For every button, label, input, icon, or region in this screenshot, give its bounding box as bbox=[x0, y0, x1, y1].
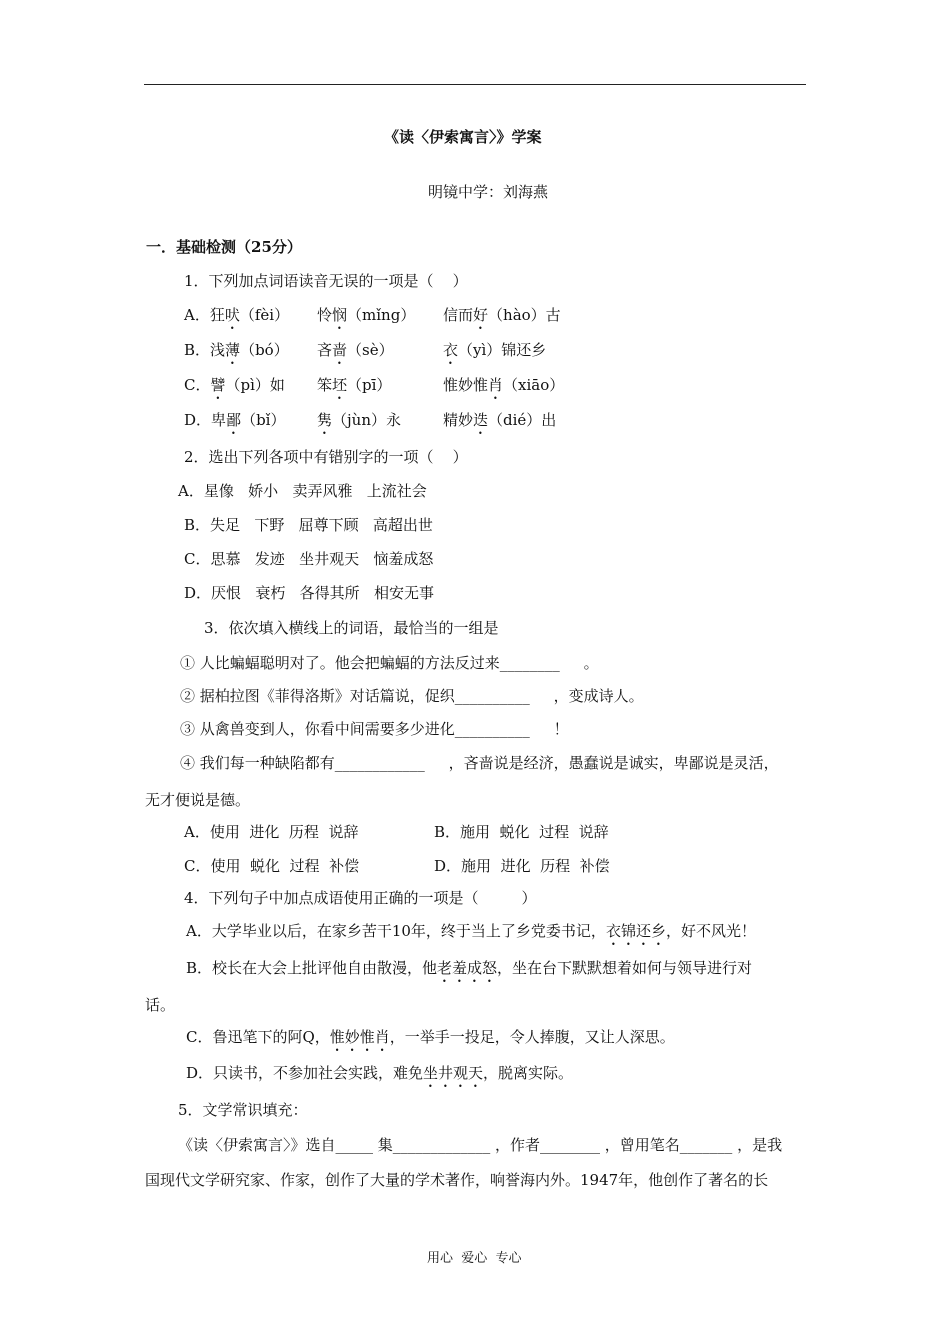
pinyin: （xiāo） bbox=[503, 376, 565, 394]
q4-option-a bbox=[186, 921, 756, 949]
author-line: 明镜中学：刘海燕 bbox=[428, 183, 549, 201]
word: 吝 bbox=[317, 341, 333, 359]
dotted-idiom: 衣锦还乡 bbox=[605, 922, 666, 940]
q3-sentence-4-cont: 无才便说是德。 bbox=[145, 791, 251, 809]
option-text: ，脱离实际。 bbox=[483, 1064, 574, 1082]
header-rule bbox=[144, 84, 806, 85]
pinyin: （mǐng） bbox=[347, 306, 416, 324]
q2-option-b: B．失足 下野 屈尊下顾 高超出世 bbox=[184, 516, 433, 534]
option-label: A． bbox=[184, 306, 210, 324]
option-text: ，坐在台下默默想着如何与领导进行对 bbox=[497, 959, 753, 977]
pinyin: （bó） bbox=[240, 341, 289, 359]
dotted-char: 迭 bbox=[473, 411, 489, 429]
q3-sentence-3: ③ 从禽兽变到人，你看中间需要多少进化__________ ！ bbox=[180, 720, 569, 738]
q3-option-b: B．施用 蜕化 过程 说辞 bbox=[434, 823, 609, 841]
q3-sentence-2: ② 据柏拉图《菲得洛斯》对话篇说，促织__________ ，变成诗人。 bbox=[180, 687, 644, 705]
q3-sentence-1: ① 人比蝙蝠聪明对了。他会把蝙蝠的方法反过来________ 。 bbox=[180, 654, 599, 672]
pinyin: （dié）出 bbox=[488, 411, 557, 429]
q1-stem: 1．下列加点词语读音无误的一项是（ ） bbox=[184, 272, 468, 290]
option-text: C．鲁迅笔下的阿Q， bbox=[186, 1028, 330, 1046]
dotted-idiom: 惟妙惟肖 bbox=[329, 1028, 390, 1046]
pinyin: （pì）如 bbox=[225, 376, 285, 394]
q2-option-c: C．思慕 发迹 坐井观天 恼羞成怒 bbox=[184, 550, 434, 568]
pinyin: （yì）锦还乡 bbox=[458, 341, 547, 359]
dotted-char: 薄 bbox=[225, 341, 241, 359]
q4-stem: 4．下列句子中加点成语使用正确的一项是（ ） bbox=[184, 889, 537, 907]
q3-sentence-4: ④ 我们每一种缺陷都有____________ ，吝啬说是经济，愚蠢说是诚实，卑鄙说是灵活， bbox=[180, 754, 779, 772]
option-label: D． bbox=[184, 411, 212, 429]
dotted-char: 隽 bbox=[317, 411, 333, 429]
q2-option-d: D．厌恨 衰朽 各得其所 相安无事 bbox=[184, 584, 434, 602]
dotted-char: 衣 bbox=[443, 341, 459, 359]
q4-option-b-cont: 话。 bbox=[145, 996, 176, 1014]
document-title: 《读〈伊索寓言〉》学案 bbox=[384, 128, 542, 146]
option-text: ，一举手一投足，令人捧腹，又让人深思。 bbox=[389, 1028, 675, 1046]
q5-stem: 5．文学常识填充： bbox=[178, 1101, 308, 1119]
word: 怜 bbox=[317, 306, 333, 324]
q5-line-2: 国现代文学研究家、作家，创作了大量的学术著作，响誉海内外。1947年，他创作了著名的长 bbox=[145, 1171, 769, 1189]
option-text: ，好不风光！ bbox=[665, 922, 756, 940]
word: 笨 bbox=[317, 376, 333, 394]
pinyin: （hào）古 bbox=[488, 306, 561, 324]
pinyin: （fèi） bbox=[239, 306, 290, 324]
q5-line-1: 《读〈伊索寓言〉》选自_____ 集_____________ ，作者________ ，曾用笔名_______ ，是我 bbox=[178, 1136, 783, 1154]
q4-option-d bbox=[186, 1063, 573, 1091]
pinyin: （bǐ） bbox=[241, 411, 286, 429]
q2-option-a: A．星像 娇小 卖弄风雅 上流社会 bbox=[178, 482, 427, 500]
dotted-char: 坯 bbox=[332, 376, 348, 394]
dotted-idiom: 坐井观天 bbox=[423, 1064, 484, 1082]
q4-option-b bbox=[186, 958, 752, 986]
word: 信而 bbox=[443, 306, 474, 324]
option-text: A．大学毕业以后，在家乡苦干10年，终于当上了乡党委书记， bbox=[186, 922, 606, 940]
option-text: D．只读书，不参加社会实践，难免 bbox=[186, 1064, 424, 1082]
word: 浅 bbox=[210, 341, 226, 359]
word: 狂 bbox=[209, 306, 225, 324]
word: 卑 bbox=[211, 411, 227, 429]
q2-stem: 2．选出下列各项中有错别字的一项（ ） bbox=[184, 448, 468, 466]
option-text: B．校长在大会上批评他自由散漫，他 bbox=[186, 959, 438, 977]
option-label: C． bbox=[184, 376, 211, 394]
dotted-char: 吠 bbox=[224, 306, 240, 324]
option-label: B． bbox=[184, 341, 211, 359]
dotted-char: 好 bbox=[473, 306, 489, 324]
q4-option-c bbox=[186, 1027, 675, 1055]
dotted-char: 啬 bbox=[332, 341, 348, 359]
word: 精妙 bbox=[443, 411, 474, 429]
q3-option-d: D．施用 进化 历程 补偿 bbox=[434, 857, 610, 875]
word: 惟妙惟 bbox=[443, 376, 489, 394]
pinyin: （jùn）永 bbox=[332, 411, 401, 429]
q3-stem: 3．依次填入横线上的词语，最恰当的一组是 bbox=[204, 619, 499, 637]
dotted-char: 肖 bbox=[488, 376, 504, 394]
q3-option-c: C．使用 蜕化 过程 补偿 bbox=[184, 857, 360, 875]
dotted-char: 鄙 bbox=[226, 411, 242, 429]
dotted-idiom: 老羞成怒 bbox=[437, 959, 498, 977]
dotted-char: 悯 bbox=[332, 306, 348, 324]
section-heading: 一．基础检测（25分） bbox=[146, 238, 302, 256]
dotted-char: 譬 bbox=[210, 376, 226, 394]
page-footer: 用心 爱心 专心 bbox=[427, 1251, 522, 1266]
pinyin: （sè） bbox=[347, 341, 394, 359]
pinyin: （pī） bbox=[347, 376, 392, 394]
q3-option-a: A．使用 进化 历程 说辞 bbox=[184, 823, 359, 841]
